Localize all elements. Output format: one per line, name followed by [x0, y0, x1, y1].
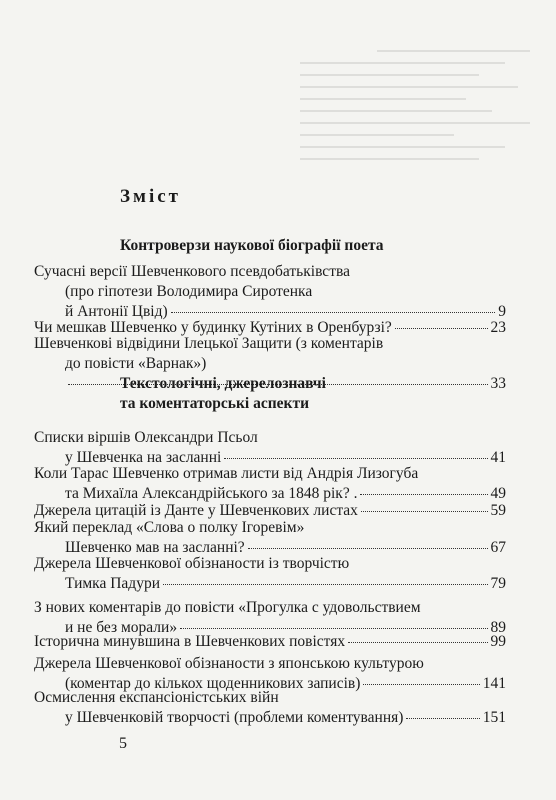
- page-number-ref: 89: [490, 619, 506, 636]
- page-number-ref: 141: [482, 675, 506, 692]
- section-heading-1: Контроверзи наукової біографії поета: [120, 237, 384, 254]
- toc-entry[interactable]: Джерела Шевченкової обізнаности із творчістю Тимка Падури 79: [34, 555, 506, 592]
- toc-entry[interactable]: Який переклад «Слова о полку Ігоревім» Шевченко мав на засланні? 67: [34, 519, 506, 556]
- leader-dots: [224, 458, 487, 459]
- leader-dots: [163, 584, 488, 585]
- leader-dots: [361, 511, 488, 512]
- toc-entry[interactable]: Чи мешкав Шевченко у будинку Кутіних в Оренбурзі? 23: [34, 319, 506, 336]
- leader-dots: [171, 312, 496, 313]
- leader-dots: [248, 548, 488, 549]
- section-heading-2: Текстологічні, джерелознавчі та коментаторські аспекти: [120, 375, 326, 412]
- page-number-ref: 23: [490, 319, 506, 336]
- toc-entry[interactable]: Шевченкові відвідини Ілецької Защити (з коментарів до повісти «Варнак») 33: [34, 335, 506, 392]
- leader-dots: [406, 718, 479, 719]
- page-number-ref: 79: [490, 575, 506, 592]
- leader-dots: [180, 628, 487, 629]
- page-number-ref: 33: [490, 375, 506, 392]
- page-number-ref: 67: [490, 539, 506, 556]
- toc-entry[interactable]: Списки віршів Олександри Псьол у Шевченка на засланні 41: [34, 429, 506, 466]
- leader-dots: [395, 328, 488, 329]
- leader-dots: [348, 642, 487, 643]
- toc-entry[interactable]: Джерела цитацій із Данте у Шевченкових листах 59: [34, 502, 506, 519]
- leader-dots: [360, 494, 487, 495]
- page-number: 5: [119, 735, 127, 752]
- leader-dots: [363, 684, 479, 685]
- toc-entry[interactable]: Сучасні версії Шевченкового псевдобатьківства (про гіпотези Володимира Сиротенка й Антонії Цвід) 9: [34, 263, 506, 320]
- toc-title: Зміст: [120, 186, 182, 207]
- toc-entry[interactable]: Джерела Шевченкової обізнаности з японською культурою (коментар до кількох щоденникових записів) 141: [34, 655, 506, 692]
- page-number-ref: 99: [490, 633, 506, 650]
- page-number-ref: 151: [482, 709, 506, 726]
- page-number-ref: 41: [490, 449, 506, 466]
- toc-entry[interactable]: Історична минувшина в Шевченкових повістях 99: [34, 633, 506, 650]
- page-number-ref: 49: [490, 485, 506, 502]
- toc-entry[interactable]: З нових коментарів до повісти «Прогулка с удовольствием и не без морали» 89: [34, 599, 506, 636]
- toc-entry[interactable]: Коли Тарас Шевченко отримав листи від Андрія Лизогуба та Михаїла Александрійського за 1848 рік? . 49: [34, 465, 506, 502]
- toc-entry[interactable]: Осмислення експансіоністських війн у Шевченковій творчості (проблеми коментування) 151: [34, 689, 506, 726]
- page-number-ref: 59: [490, 502, 506, 519]
- page-number-ref: 9: [498, 303, 506, 320]
